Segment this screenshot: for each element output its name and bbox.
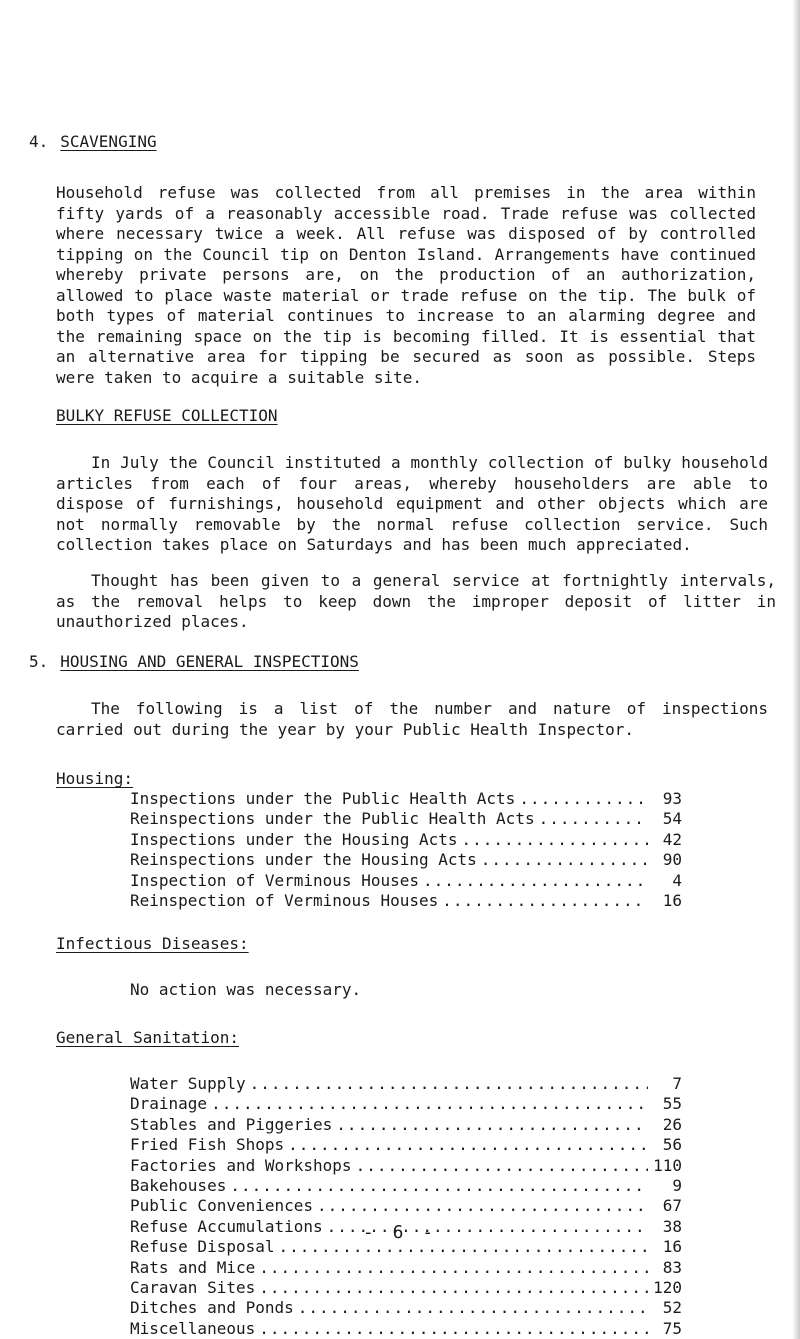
sanitation-list-item xyxy=(130,1319,682,1339)
sanitation-list-item xyxy=(130,1156,682,1176)
item-label: Ditches and Ponds xyxy=(130,1298,294,1318)
item-label: Drainage xyxy=(130,1094,208,1114)
item-label: Inspections under the Housing Acts xyxy=(130,829,458,849)
dot-leader xyxy=(288,1135,648,1155)
item-label: Refuse Disposal xyxy=(130,1237,275,1257)
item-count: 83 xyxy=(662,1257,682,1277)
bulky-refuse-paragraph-1: In July the Council instituted a monthly collection of bulky household articles from each of four areas, whereby householders are able to dispose of furnishings, household equipment and other objects which are not normally removable by the normal refuse collection service. Such collection takes place on Saturdays and has been much appreciated. xyxy=(56,453,768,554)
sanitation-list-item xyxy=(130,1115,682,1135)
item-label: Water Supply xyxy=(130,1074,246,1093)
dot-leader xyxy=(336,1115,648,1135)
dot-leader xyxy=(519,789,648,809)
item-count: 120 xyxy=(653,1277,682,1297)
item-count: 4 xyxy=(672,870,682,890)
dot-leader xyxy=(250,1074,648,1094)
dot-leader xyxy=(298,1298,648,1318)
inspections-intro: The following is a list of the number and nature of inspections carried out during the year by your Public Health Inspector. xyxy=(56,699,768,739)
dot-leader xyxy=(481,850,648,870)
item-count: 26 xyxy=(662,1114,682,1134)
housing-list-item xyxy=(130,871,682,891)
item-count: 75 xyxy=(662,1318,682,1338)
sanitation-list-item xyxy=(130,1298,682,1318)
item-count: 110 xyxy=(653,1155,682,1175)
item-count: 56 xyxy=(662,1135,682,1155)
housing-subheading: Housing: xyxy=(56,769,134,788)
item-count: 93 xyxy=(662,789,682,808)
housing-list-item xyxy=(130,850,682,870)
item-label: Stables and Piggeries xyxy=(130,1114,333,1134)
bulky-refuse-heading: BULKY REFUSE COLLECTION xyxy=(56,406,278,425)
section-number: 4. xyxy=(29,132,49,151)
infectious-diseases-note: No action was necessary. xyxy=(130,980,362,999)
bulky-refuse-paragraph-2: Thought has been given to a general service at fortnightly intervals, as the removal helps to keep down the improper deposit of litter in unauthorized places. xyxy=(56,571,776,631)
item-label: Inspections under the Public Health Acts xyxy=(130,789,516,808)
item-count: 55 xyxy=(662,1094,682,1114)
item-label: Rats and Mice xyxy=(130,1257,256,1277)
item-count: 16 xyxy=(662,1237,682,1257)
dot-leader xyxy=(317,1196,648,1216)
item-count: 52 xyxy=(662,1298,682,1318)
item-label: Factories and Workshops xyxy=(130,1155,352,1175)
section-heading-scavenging xyxy=(29,132,157,151)
sanitation-list-item xyxy=(130,1258,682,1278)
item-label: Caravan Sites xyxy=(130,1277,256,1297)
section-title: SCAVENGING xyxy=(60,132,157,151)
dot-leader xyxy=(462,830,648,850)
item-count: 67 xyxy=(662,1196,682,1216)
housing-list-item xyxy=(130,891,682,911)
item-count: 38 xyxy=(662,1216,682,1236)
dot-leader xyxy=(230,1176,648,1196)
general-sanitation-list xyxy=(130,1074,682,1339)
sanitation-list-item xyxy=(130,1135,682,1155)
infectious-diseases-subheading: Infectious Diseases: xyxy=(56,934,249,953)
dot-leader xyxy=(259,1278,648,1298)
item-label: Miscellaneous xyxy=(130,1318,256,1338)
dot-leader xyxy=(259,1258,648,1278)
item-label: Reinspection of Verminous Houses xyxy=(130,890,439,910)
sanitation-list-item xyxy=(130,1278,682,1298)
housing-inspection-list xyxy=(130,789,682,911)
dot-leader xyxy=(442,891,648,911)
item-count: 9 xyxy=(672,1175,682,1195)
housing-list-item xyxy=(130,789,682,809)
page-number: - 6 - xyxy=(362,1222,438,1243)
sanitation-list-item xyxy=(130,1196,682,1216)
scavenging-paragraph: Household refuse was collected from all premises in the area within fifty yards of a reasonably accessible road. Trade refuse was collected where necessary twice a week. All refuse was disposed of by controlled tipping on the Council tip on Denton Island. Arrangements have continued whereby private persons are, on the production of an authorization, allowed to place waste material or trade refuse on the tip. The bulk of both types of material continues to increase to an alarming degree and the remaining space on the tip is becoming filled. It is essential that an alternative area for tipping be secured as soon as possible. Steps were taken to acquire a suitable site. xyxy=(56,183,756,387)
item-label: Refuse Accumulations xyxy=(130,1216,323,1236)
item-label: Inspection of Verminous Houses xyxy=(130,870,419,890)
item-count: 7 xyxy=(672,1074,682,1093)
sanitation-list-item xyxy=(130,1074,682,1094)
dot-leader xyxy=(356,1156,648,1176)
general-sanitation-subheading: General Sanitation: xyxy=(56,1028,240,1047)
item-label: Fried Fish Shops xyxy=(130,1135,285,1155)
section-number: 5. xyxy=(29,652,49,671)
item-count: 54 xyxy=(662,809,682,829)
sanitation-list-item xyxy=(130,1176,682,1196)
item-count: 90 xyxy=(662,850,682,870)
housing-list-item xyxy=(130,830,682,850)
page-edge-shadow xyxy=(792,0,800,1339)
item-label: Reinspections under the Public Health Acts xyxy=(130,809,535,829)
housing-list-item xyxy=(130,809,682,829)
item-label: Bakehouses xyxy=(130,1175,227,1195)
item-label: Public Conveniences xyxy=(130,1196,314,1216)
dot-leader xyxy=(539,809,648,829)
section-title: HOUSING AND GENERAL INSPECTIONS xyxy=(60,652,359,671)
item-count: 42 xyxy=(662,829,682,849)
dot-leader xyxy=(259,1319,648,1339)
item-label: Reinspections under the Housing Acts xyxy=(130,850,477,870)
sanitation-list-item xyxy=(130,1094,682,1114)
section-heading-housing xyxy=(29,652,359,671)
item-count: 16 xyxy=(662,890,682,910)
dot-leader xyxy=(211,1094,648,1114)
dot-leader xyxy=(423,871,648,891)
